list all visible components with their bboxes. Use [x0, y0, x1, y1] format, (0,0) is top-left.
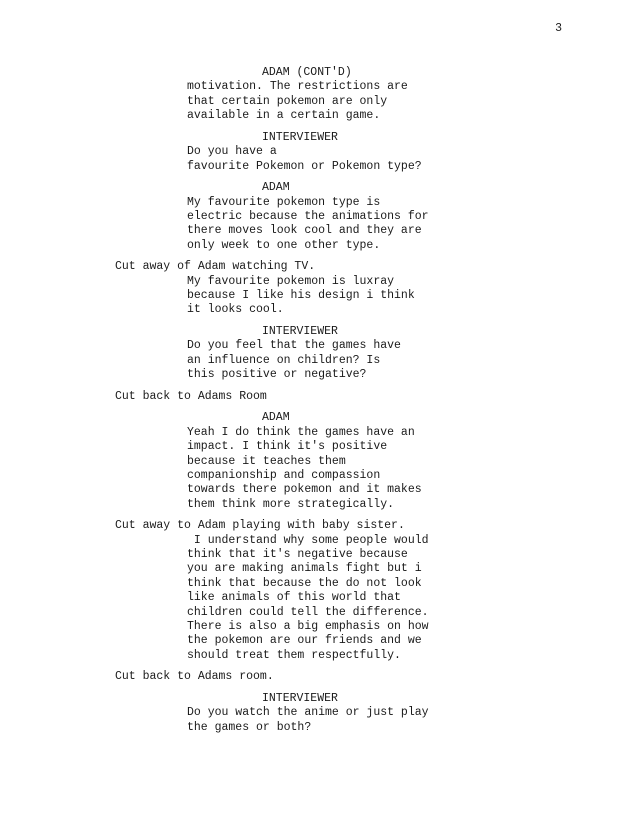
character-name: ADAM — [262, 411, 290, 425]
dialogue-line: should treat them respectfully. — [187, 648, 401, 662]
dialogue-line: the pokemon are our friends and we — [187, 634, 422, 648]
dialogue-line: you are making animals fight but i — [187, 562, 422, 576]
dialogue-line: them think more strategically. — [187, 497, 395, 511]
dialogue-line: an influence on children? Is — [187, 353, 381, 367]
block-gap — [115, 174, 429, 181]
dialogue-line: like animals of this world that — [187, 591, 401, 605]
block-gap — [115, 318, 429, 325]
action-line: Cut back to Adams Room — [115, 389, 267, 403]
character-name: INTERVIEWER — [262, 130, 338, 144]
dialogue-line: because it teaches them — [187, 454, 346, 468]
dialogue-line: There is also a big emphasis on how — [187, 619, 429, 633]
block-gap — [115, 512, 429, 519]
block-gap — [115, 404, 429, 411]
character-name: ADAM (CONT'D) — [262, 66, 352, 79]
dialogue-line: available in a certain game. — [187, 109, 381, 123]
dialogue-line: think that because the do not look — [187, 576, 422, 590]
block-gap — [115, 663, 429, 670]
dialogue-line: think that it's negative because — [187, 548, 408, 562]
dialogue-line: companionship and compassion — [187, 468, 381, 482]
dialogue-line: I understand why some people would — [187, 533, 429, 547]
dialogue-line: Yeah I do think the games have an — [187, 425, 415, 439]
dialogue-line: because I like his design i think — [187, 289, 415, 303]
dialogue-line: children could tell the difference. — [187, 605, 429, 619]
action-line: Cut away of Adam watching TV. — [115, 260, 316, 274]
dialogue-line: it looks cool. — [187, 303, 284, 317]
dialogue-line: electric because the animations for — [187, 209, 429, 223]
action-line: Cut away to Adam playing with baby sister. — [115, 519, 405, 533]
dialogue-line: that certain pokemon are only — [187, 94, 388, 108]
dialogue-line: impact. I think it's positive — [187, 440, 388, 454]
character-name: ADAM — [262, 181, 290, 195]
page-number: 3 — [555, 22, 562, 35]
dialogue-line: motivation. The restrictions are — [187, 80, 408, 94]
block-gap — [115, 685, 429, 692]
block-gap — [115, 253, 429, 260]
action-line: Cut back to Adams room. — [115, 670, 274, 684]
dialogue-line: My favourite pokemon is luxray — [187, 274, 395, 288]
dialogue-line: there moves look cool and they are — [187, 224, 422, 238]
character-name: INTERVIEWER — [262, 691, 338, 705]
dialogue-line: this positive or negative? — [187, 368, 367, 382]
character-name: INTERVIEWER — [262, 325, 338, 338]
dialogue-line: towards there pokemon and it makes — [187, 483, 422, 497]
dialogue-line: Do you feel that the games have — [187, 339, 401, 353]
dialogue-line: Do you have a — [187, 145, 277, 159]
dialogue-line: the games or both? — [187, 720, 312, 734]
dialogue-line: only week to one other type. — [187, 238, 381, 252]
dialogue-line: Do you watch the anime or just play — [187, 706, 429, 720]
dialogue-line: My favourite pokemon type is — [187, 195, 381, 209]
block-gap — [115, 383, 429, 390]
block-gap — [115, 124, 429, 131]
dialogue-line: favourite Pokemon or Pokemon type? — [187, 159, 422, 173]
screenplay-body — [115, 66, 429, 735]
